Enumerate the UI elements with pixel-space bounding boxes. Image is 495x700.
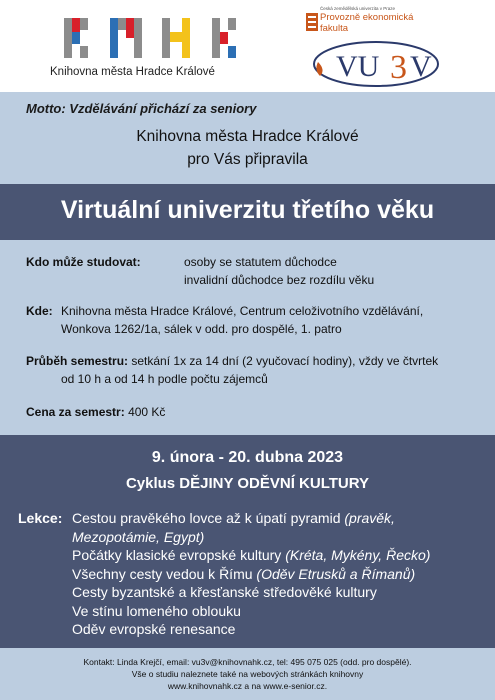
where-value-2: Wonkova 1262/1a, sálek v odd. pro dospělé, 1. patro xyxy=(61,322,342,336)
lecture-title: Oděv evropské renesance xyxy=(72,621,236,637)
who-value-2: invalidní důchodce bez rozdílu věku xyxy=(184,273,375,287)
header xyxy=(0,0,495,92)
course-value-2: od 10 h a od 14 h podle počtu zájemců xyxy=(61,372,268,386)
pef-faculty-name-line2: fakulta xyxy=(320,23,348,34)
pef-university-name: Česká zemědělská univerzita v Praze xyxy=(320,6,396,11)
svg-text:3: 3 xyxy=(390,49,407,86)
lecture-title: Cesty byzantské a křesťanské středověké kultury xyxy=(72,584,377,600)
lectures-label: Lekce: xyxy=(18,510,63,526)
intro-line-1: Knihovna města Hradce Králové xyxy=(136,128,359,145)
list-item xyxy=(72,620,482,639)
price-row xyxy=(26,403,165,421)
price-value: 400 Kč xyxy=(128,405,166,419)
program-cycle: Cyklus DĚJINY ODĚVNÍ KULTURY xyxy=(125,475,370,492)
kmhk-logo xyxy=(50,14,250,84)
who-value-1: osoby se statutem důchodce xyxy=(184,255,337,269)
lecture-note: (pravěk, Mezopotámie, Egypt) xyxy=(72,510,395,545)
lecture-title: Ve stínu lomeného oblouku xyxy=(72,602,241,619)
lecture-note: (Oděv Etrusků a Římanů) xyxy=(256,565,416,582)
list-item xyxy=(72,509,482,546)
svg-text:VU: VU xyxy=(336,50,380,83)
lecture-title: Počátky klasické evropské kultury xyxy=(72,547,282,563)
footer-line-3: www.knihovnahk.cz a na www.e-senior.cz. xyxy=(167,681,328,691)
svg-text:V: V xyxy=(410,50,432,83)
kmhk-logo-mark xyxy=(62,16,242,60)
lecture-note: (Kréta, Mykény, Řecko) xyxy=(285,547,431,563)
who-label: Kdo může studovat: xyxy=(26,255,141,269)
list-item xyxy=(72,583,482,602)
where-values xyxy=(61,302,423,338)
motto: Motto: Vzdělávání přichází za seniory xyxy=(26,101,257,116)
lecture-list xyxy=(72,509,482,639)
where-row xyxy=(26,302,53,320)
program-dates: 9. února - 20. dubna 2023 xyxy=(151,449,344,466)
lecture-title: Všechny cesty vedou k Římu xyxy=(72,565,253,582)
list-item xyxy=(72,546,482,565)
course-label: Průběh semestru: xyxy=(26,354,129,368)
course-row-2 xyxy=(61,370,268,388)
pef-faculty-name-line1: Provozně ekonomická xyxy=(320,12,414,23)
kmhk-caption: Knihovna města Hradce Králové xyxy=(50,66,215,78)
footer xyxy=(0,648,495,700)
czu-emblem-icon xyxy=(306,13,318,31)
price-label: Cena za semestr: xyxy=(26,405,125,419)
footer-line-2: Vše o studiu naleznete také na webových stránkách knihovny xyxy=(131,669,364,679)
vu3v-logo-icon xyxy=(306,36,456,90)
who-values xyxy=(184,253,374,289)
list-item xyxy=(72,565,482,584)
info-section xyxy=(0,240,495,435)
program-section xyxy=(0,435,495,648)
where-label: Kde: xyxy=(26,304,53,318)
intro-section xyxy=(0,92,495,184)
page-title: Virtuální univerzitu třetího věku xyxy=(60,196,435,224)
footer-contact: Kontakt: Linda Krejčí, email: vu3v@knihovnahk.cz, tel: 495 075 025 (odd. pro dospělé). xyxy=(83,657,412,667)
where-value-1: Knihovna města Hradce Králové, Centrum celoživotního vzdělávání, xyxy=(61,304,424,318)
course-row xyxy=(26,352,438,370)
list-item xyxy=(72,602,482,621)
title-band xyxy=(0,184,495,240)
pef-logo xyxy=(306,6,456,90)
intro-line-2: pro Vás připravila xyxy=(187,151,308,168)
course-value-1: setkání 1x za 14 dní (2 vyučovací hodiny), vždy ve čtvrtek xyxy=(131,354,439,368)
who-row xyxy=(26,253,141,271)
lecture-title: Cestou pravěkého lovce až k úpatí pyramid xyxy=(72,510,341,526)
